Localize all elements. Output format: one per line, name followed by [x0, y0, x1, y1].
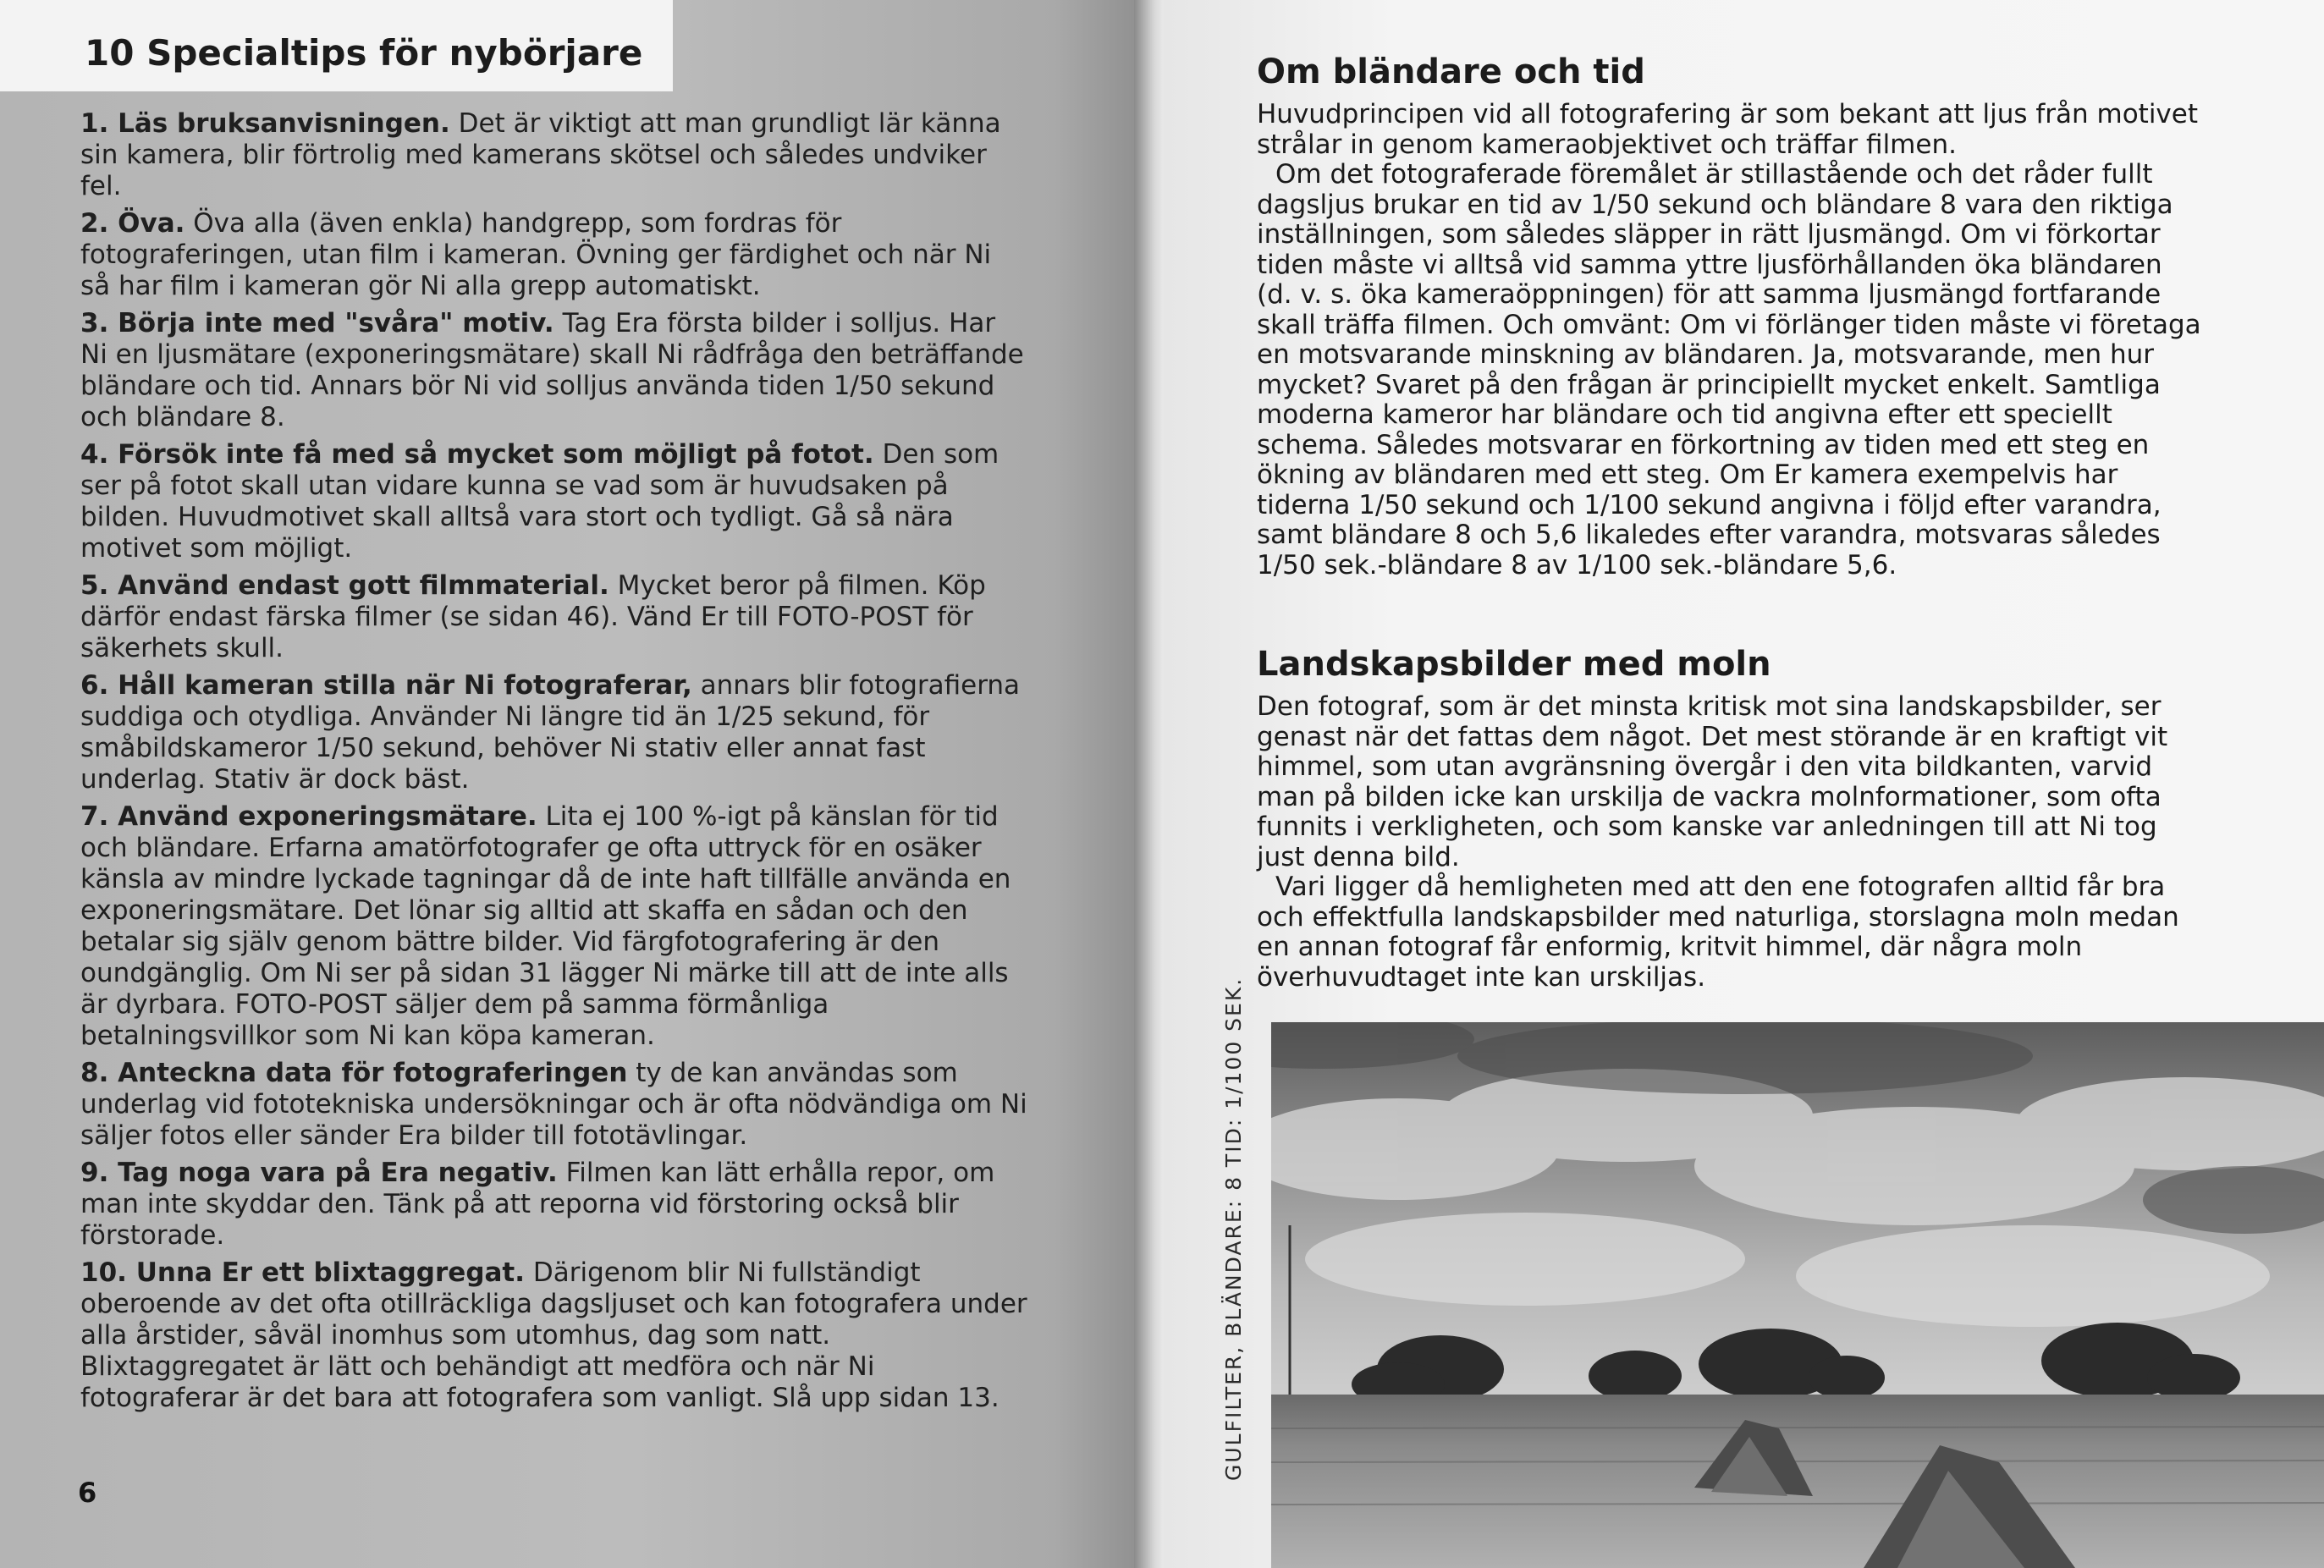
tip-lead: 10. Unna Er ett blixtaggregat.	[80, 1257, 526, 1288]
landscape-photo-graphic	[1271, 1022, 2324, 1568]
tip-item	[80, 801, 1028, 1052]
section-body-landscape	[1257, 692, 2205, 993]
tip-lead: 7. Använd exponeringsmätare.	[80, 801, 537, 832]
header-box	[0, 0, 673, 91]
tip-item	[80, 439, 1028, 564]
tip-text: Mycket beror på filmen. Köp därför endast färska filmer (se sidan 46). Vänd Er till FOTO-POST för säkerhets skull.	[80, 570, 986, 663]
tip-text: Tag Era första bilder i solljus. Har Ni en ljusmätare (exponeringsmätare) skall Ni rådfråga den beträffande bländare och tid. Annars bör Ni vid solljus använda tiden 1/50 sekund och bländare 8.	[80, 308, 1024, 432]
tip-item	[80, 1257, 1028, 1414]
tip-lead: 8. Anteckna data för fotograferingen	[80, 1058, 628, 1088]
section-heading-landscape: Landskapsbilder med moln	[1257, 645, 1771, 684]
tip-lead: 9. Tag noga vara på Era negativ.	[80, 1158, 558, 1188]
tip-text: Öva alla (även enkla) handgrepp, som fordras för fotograferingen, utan film i kameran. Övning ger färdighet och när Ni så har film i kameran gör Ni alla grepp automatiskt.	[80, 208, 992, 301]
tip-item	[80, 1158, 1028, 1252]
tip-text: Därigenom blir Ni fullständigt oberoende av det ofta otillräckliga dagsljuset och kan fotografera under alla årstider, såväl inomhus som utomhus, dag som natt. Blixtaggregatet är lätt och behändigt att medföra och när Ni fotograferar är det bara att fotografera som vanligt. Slå upp sidan 13.	[80, 1257, 1027, 1413]
section-heading-aperture: Om bländare och tid	[1257, 52, 1645, 91]
tip-text: Filmen kan lätt erhålla repor, om man inte skyddar den. Tänk på att reporna vid förstoring också blir förstorade.	[80, 1158, 995, 1251]
paragraph: Vari ligger då hemligheten med att den ene fotografen alltid får bra och effektfulla landskapsbilder med naturliga, storslagna moln medan en annan fotograf får enformig, kritvit himmel, där några moln överhuvudtaget inte kan urskiljas.	[1257, 872, 2179, 993]
tip-lead: 1. Läs bruksanvisningen.	[80, 108, 450, 139]
section-body-aperture	[1257, 100, 2205, 580]
tip-text: Lita ej 100 %-igt på känslan för tid och bländare. Erfarna amatörfotografer ge ofta uttryck för en osäker känsla av mindre lyckade tagningar då de inte haft tillfälle använda en exponeringsmätare. Det lönar sig alltid att skaffa en sådan och den betalar sig själv genom bättre bilder. Vid färgfotografering är den oundgänglig. Om Ni ser på sidan 31 lägger Ni märke till att de inte alls är dyrbara. FOTO-POST säljer dem på samma förmånliga betalningsvillkor som Ni kan köpa kameran.	[80, 801, 1011, 1051]
paragraph: Den fotograf, som är det minsta kritisk mot sina landskapsbilder, ser genast när det fattas dem något. Det mest störande är en kraftigt vit himmel, som utan avgränsning övergår i den vita bildkanten, varvid man på bilden icke kan urskilja de vackra molnformationer, som ofta funnits i verkligheten, och som kanske var anledningen till att Ni tog just denna bild.	[1257, 691, 2168, 872]
tip-text: annars blir fotografierna suddiga och otydliga. Använder Ni längre tid än 1/25 sekund, för småbildskameror 1/50 sekund, behöver Ni stativ eller annat fast underlag. Stativ är dock bäst.	[80, 670, 1021, 795]
tip-text: Det är viktigt att man grundligt lär känna sin kamera, blir förtrolig med kamerans skötsel och således undviker fel.	[80, 108, 1001, 201]
tip-item	[80, 1058, 1028, 1152]
landscape-photo	[1271, 1022, 2324, 1568]
paragraph: Om det fotograferade föremålet är stillastående och det råder fullt dagsljus brukar en tid av 1/50 sekund och bländare 8 vara den riktiga inställningen, som således släpper in rätt ljusmängd. Om vi förkortar tiden måste vi alltså vid samma yttre ljusförhållanden öka bländaren (d. v. s. öka kameraöppningen) för att samma ljusmängd fortfarande skall träffa filmen. Och omvänt: Om vi förlänger tiden måste vi företaga en motsvarande minskning av bländaren. Ja, motsvarande, men hur mycket? Svaret på den frågan är principiellt mycket enkelt. Samtliga moderna kameror har bländare och tid angivna efter ett speciellt schema. Således motsvarar en förkortning av tiden med ett steg en ökning av bländaren med ett steg. Om Er kamera exempelvis har tiderna 1/50 sekund och 1/100 sekund angivna i följd efter varandra, samt bländare 8 och 5,6 likaledes efter varandra, motsvaras således 1/50 sek.-bländare 8 av 1/100 sek.-bländare 5,6.	[1257, 159, 2201, 580]
page-header-title: 10 Specialtips för nybörjare	[85, 32, 643, 74]
tip-lead: 3. Börja inte med "svåra" motiv.	[80, 308, 554, 338]
tip-lead: 4. Försök inte få med så mycket som möjligt på fotot.	[80, 439, 874, 470]
tip-item	[80, 670, 1028, 795]
tip-text: ty de kan användas som underlag vid fototekniska undersökningar och är ofta nödvändiga om Ni säljer fotos eller sänder Era bilder till fototävlingar.	[80, 1058, 1027, 1151]
tip-item	[80, 208, 1028, 302]
paragraph: Huvudprincipen vid all fotografering är som bekant att ljus från motivet strålar in genom kameraobjektivet och träffar filmen.	[1257, 99, 2199, 160]
tip-lead: 6. Håll kameran stilla när Ni fotograferar,	[80, 670, 692, 701]
tip-text: Den som ser på fotot skall utan vidare kunna se vad som är huvudsaken på bilden. Huvudmotivet skall alltså vara stort och tydligt. Gå så nära motivet som möjligt.	[80, 439, 1000, 564]
tip-lead: 5. Använd endast gott filmmaterial.	[80, 570, 609, 601]
tip-item	[80, 108, 1028, 202]
photo-caption: GULFILTER, BLÄNDARE: 8 TID: 1/100 SEK.	[1221, 977, 1246, 1481]
tip-lead: 2. Öva.	[80, 208, 185, 239]
book-spine	[1134, 0, 1168, 1568]
tips-list	[80, 108, 1028, 1420]
page-number: 6	[78, 1477, 97, 1509]
tip-item	[80, 308, 1028, 433]
tip-item	[80, 570, 1028, 664]
left-page	[0, 0, 1147, 1568]
